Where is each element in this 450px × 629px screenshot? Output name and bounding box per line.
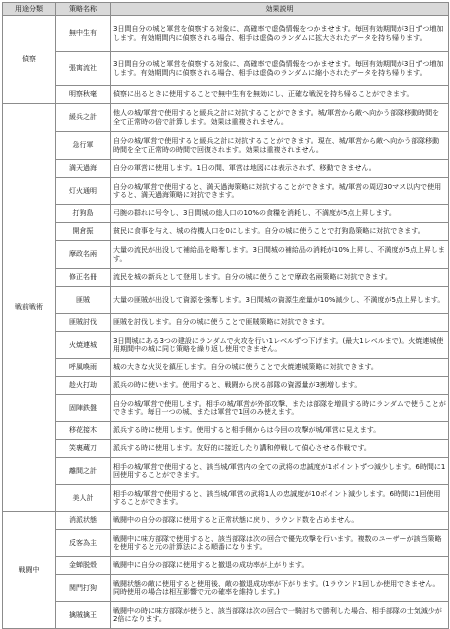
category-cell: 偵察 <box>3 16 56 104</box>
strategy-name-cell: 急行軍 <box>56 132 111 160</box>
effect-cell: 戦闘状態の敵に使用すると使用後、敵の撤退成功率が下がります。(1ラウンド1回しか使用できません。同時使用の場合は相互影響で元の確率を維持します。) <box>111 575 449 602</box>
effect-cell: 自分の城/軍営で使用すると、満天過海策略に対抗することができます。城/軍営の周辺30マス以内で使用すると、満天過海策略に対抗できます。 <box>111 178 449 205</box>
table-row <box>3 602 449 629</box>
strategy-name-cell: 反客為主 <box>56 530 111 557</box>
table-row <box>3 241 449 269</box>
strategy-name-cell: 明察秋毫 <box>56 86 111 104</box>
effect-cell: 流民を城の新兵として登用します。自分の城に使うことで摩政名兩策略に対抗できます。 <box>111 269 449 287</box>
table-row <box>3 359 449 377</box>
strategy-name-cell: 金蝉脱殻 <box>56 557 111 575</box>
strategy-name-cell: 張寓流社 <box>56 52 111 86</box>
strategy-name-cell: 擒賊擒王 <box>56 602 111 629</box>
table-row <box>3 314 449 332</box>
strategy-name-cell: 離間之計 <box>56 458 111 485</box>
effect-cell: 他人の城/軍営で使用すると緩兵之計に対抗することができます。城/軍営から敵へ向かう部隊移動時間を全て正常時の倍で計算します。効果は重複されません。 <box>111 104 449 132</box>
effect-cell: 派兵する時に使用します。友好的に接近したり講和停戦して偵心させる作戦です。 <box>111 440 449 458</box>
strategy-name-cell: 緩兵之計 <box>56 104 111 132</box>
effect-cell: 匪賊を討伐します。自分の城に使うことで匪賊策略に対抗できます。 <box>111 314 449 332</box>
strategy-name-cell: 関門打狗 <box>56 575 111 602</box>
table-row <box>3 223 449 241</box>
effect-cell: 派兵する時に使用します。使用すると相手側からは今回の攻撃が城/軍営に見えます。 <box>111 422 449 440</box>
strategy-name-cell: 開倉振 <box>56 223 111 241</box>
table-row <box>3 395 449 422</box>
effect-cell: 相手の城/軍営で使用すると、該当城/軍営の武将1人の忠誠度が10ポイント減少します。6時間に1回使用することができます。 <box>111 485 449 512</box>
strategy-name-cell: 修正名冊 <box>56 269 111 287</box>
effect-cell: 自分の城/軍営で使用すると緩兵之計に対抗することができます。現在、城/軍営から敵へ向かう部隊移動時間を全て正常時の時間で回復されます。効果は重複されません。 <box>111 132 449 160</box>
table-row <box>3 104 449 132</box>
header-strategy-name: 策略名称 <box>56 3 111 16</box>
table-header-row <box>3 3 449 16</box>
effect-cell: 自分の城/軍営で使用します。相手の城/軍営が外部攻撃、または部隊を増員する時にランダムで使うことができます。毎日一つの城、または軍営で1回のみ使えます。 <box>111 395 449 422</box>
effect-cell: 弓腕の群れに号令し、3日間城の総人口の10%の食糧を消耗し、不満度が5点上昇します。 <box>111 205 449 223</box>
table-row <box>3 178 449 205</box>
strategy-name-cell: 灯火通明 <box>56 178 111 205</box>
table-row <box>3 557 449 575</box>
table-row <box>3 16 449 52</box>
strategy-name-cell: 移花接木 <box>56 422 111 440</box>
effect-cell: 大量の匪賊が出没して資源を強奪します。3日間城の資源生産量が10%減少し、不満度が5点上昇します。 <box>111 287 449 314</box>
header-category: 用途分類 <box>3 3 56 16</box>
table-body <box>3 16 449 629</box>
effect-cell: 偵察に出るときに使用することで無中生有を無効にし、正確な戦況を持ち帰ることができます。 <box>111 86 449 104</box>
category-cell: 戦闘中 <box>3 512 56 629</box>
strategy-table-container <box>2 2 448 629</box>
table-row <box>3 512 449 530</box>
table-row <box>3 160 449 178</box>
table-row <box>3 52 449 86</box>
table-row <box>3 86 449 104</box>
table-row <box>3 530 449 557</box>
strategy-name-cell: 消派状態 <box>56 512 111 530</box>
effect-cell: 3日間自分の城と軍営を偵察する対象に、高確率で虚偽情報をつかませます。毎回有効期間が3日ずつ増加します。有効期間内に偵察される場合、相手は虚偽のランダムに縮小されたデータを持ち帰ります。 <box>111 52 449 86</box>
strategy-name-cell: 匪賊討伐 <box>56 314 111 332</box>
strategy-table <box>2 2 449 629</box>
table-row <box>3 422 449 440</box>
effect-cell: 貧民に食事を与え、城の待機人口を0にします。自分の城に使うことで打狗島策略に対抗できます。 <box>111 223 449 241</box>
effect-cell: 自分の軍営に使用します。1日の間、軍営は地図には表示されず、移動できません。 <box>111 160 449 178</box>
category-cell: 戦前戦術 <box>3 104 56 512</box>
effect-cell: 戦闘中の自分の部隊に使用すると正常状態に戻り、ラウンド数を占めません。 <box>111 512 449 530</box>
effect-cell: 城の大きな火災を鎮圧します。自分の城に使うことで火焼連城策略に対抗できます。 <box>111 359 449 377</box>
table-row <box>3 205 449 223</box>
table-row <box>3 269 449 287</box>
effect-cell: 戦闘中に自分の部隊に使用すると撤退の成功率が上がります。 <box>111 557 449 575</box>
strategy-name-cell: 打狗島 <box>56 205 111 223</box>
strategy-name-cell: 笑裏蔵刀 <box>56 440 111 458</box>
header-effect: 効果説明 <box>111 3 449 16</box>
table-row <box>3 575 449 602</box>
effect-cell: 3日間自分の城と軍営を偵察する対象に、高確率で虚偽情報をつかませます。毎回有効期間が3日ずつ増加します。有効期間内に偵察される場合、相手は虚偽のランダムに拡大されたデータを持ち帰ります。 <box>111 16 449 52</box>
strategy-name-cell: 呼風喚雨 <box>56 359 111 377</box>
strategy-name-cell: 美人計 <box>56 485 111 512</box>
strategy-name-cell: 無中生有 <box>56 16 111 52</box>
strategy-name-cell: 摩政名兩 <box>56 241 111 269</box>
table-row <box>3 377 449 395</box>
strategy-name-cell: 火焼連城 <box>56 332 111 359</box>
effect-cell: 派兵の時に使います。使用すると、戦闘から戻る部隊の資源量が3割増します。 <box>111 377 449 395</box>
strategy-name-cell: 趁火打劫 <box>56 377 111 395</box>
strategy-name-cell: 満天過海 <box>56 160 111 178</box>
table-row <box>3 332 449 359</box>
table-row <box>3 287 449 314</box>
effect-cell: 戦闘中に味方部隊で使用すると、該当部隊は次の回合で優先攻撃を行います。複数のユーザーが該当策略を使用すると元の計算法による順番になります。 <box>111 530 449 557</box>
table-row <box>3 132 449 160</box>
effect-cell: 3日間城にある3つの建設にランダムで火攻を行い1レベルずつ下げます。(最大1レベルまで)。火焼連城使用期間中の城に同じ策略を繰り返し使用できません。 <box>111 332 449 359</box>
effect-cell: 相手の城/軍営で使用すると、該当城/軍営内の全ての武将の忠誠度が1ポイントずつ減少します。6時間に1回使用することができます。 <box>111 458 449 485</box>
strategy-name-cell: 匪賊 <box>56 287 111 314</box>
effect-cell: 戦闘中の時に味方部隊が使うと、該当部隊は次の回合で一騎討ちで勝利した場合、相手部隊の士気減少が2倍になります。 <box>111 602 449 629</box>
effect-cell: 大量の流民が出没して補給品を略奪します。3日間城の補給品の消耗が10%上昇し、不満度が5点上昇します。 <box>111 241 449 269</box>
table-row <box>3 485 449 512</box>
table-row <box>3 458 449 485</box>
table-row <box>3 440 449 458</box>
strategy-name-cell: 固陣鉄盤 <box>56 395 111 422</box>
